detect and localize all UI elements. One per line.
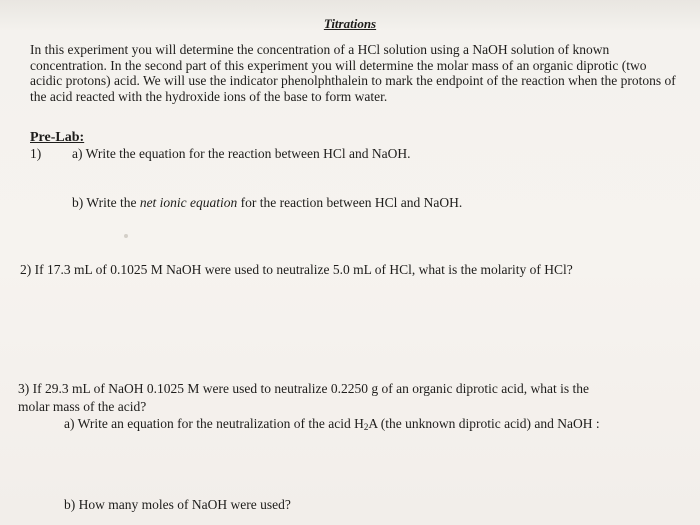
- question-1a: [30, 146, 410, 162]
- question-2: 2) If 17.3 mL of 0.1025 M NaOH were used to neutralize 5.0 mL of HCl, what is the molarity of HCl?: [20, 262, 573, 277]
- question-1b-prefix: b) Write the: [72, 195, 140, 210]
- question-3a-suffix: A (the unknown diprotic acid) and NaOH :: [368, 416, 600, 431]
- intro-paragraph: In this experiment you will determine the concentration of a HCl solution using a NaOH solution of known concentration. In the second part of this experiment you will determine the molar mass of an organic diprotic (two acidic protons) acid. We will use the indicator phenolphthalein to mark the endpoint of the reaction when the protons of the acid reacted with the hydroxide ions of the base to form water.: [30, 42, 676, 104]
- question-3a-subscript: 2: [363, 422, 369, 432]
- question-1a-text: a) Write the equation for the reaction between HCl and NaOH.: [72, 146, 411, 161]
- question-3a: [64, 416, 600, 432]
- question-1b-suffix: for the reaction between HCl and NaOH.: [237, 195, 463, 210]
- paper-speck: [124, 234, 128, 238]
- question-1b: [72, 195, 462, 211]
- question-3a-prefix: a) Write an equation for the neutralization of the acid H: [64, 416, 364, 431]
- page-title: Titrations: [323, 16, 377, 31]
- prelab-heading: Pre-Lab:: [30, 130, 85, 145]
- question-3-line1: 3) If 29.3 mL of NaOH 0.1025 M were used to neutralize 0.2250 g of an organic diprotic acid, what is the: [18, 381, 589, 396]
- question-3-line2: molar mass of the acid?: [18, 399, 147, 414]
- question-1b-emphasis: net ionic equation: [139, 195, 238, 210]
- question-3b: b) How many moles of NaOH were used?: [64, 497, 291, 512]
- question-1-number: 1): [30, 146, 42, 161]
